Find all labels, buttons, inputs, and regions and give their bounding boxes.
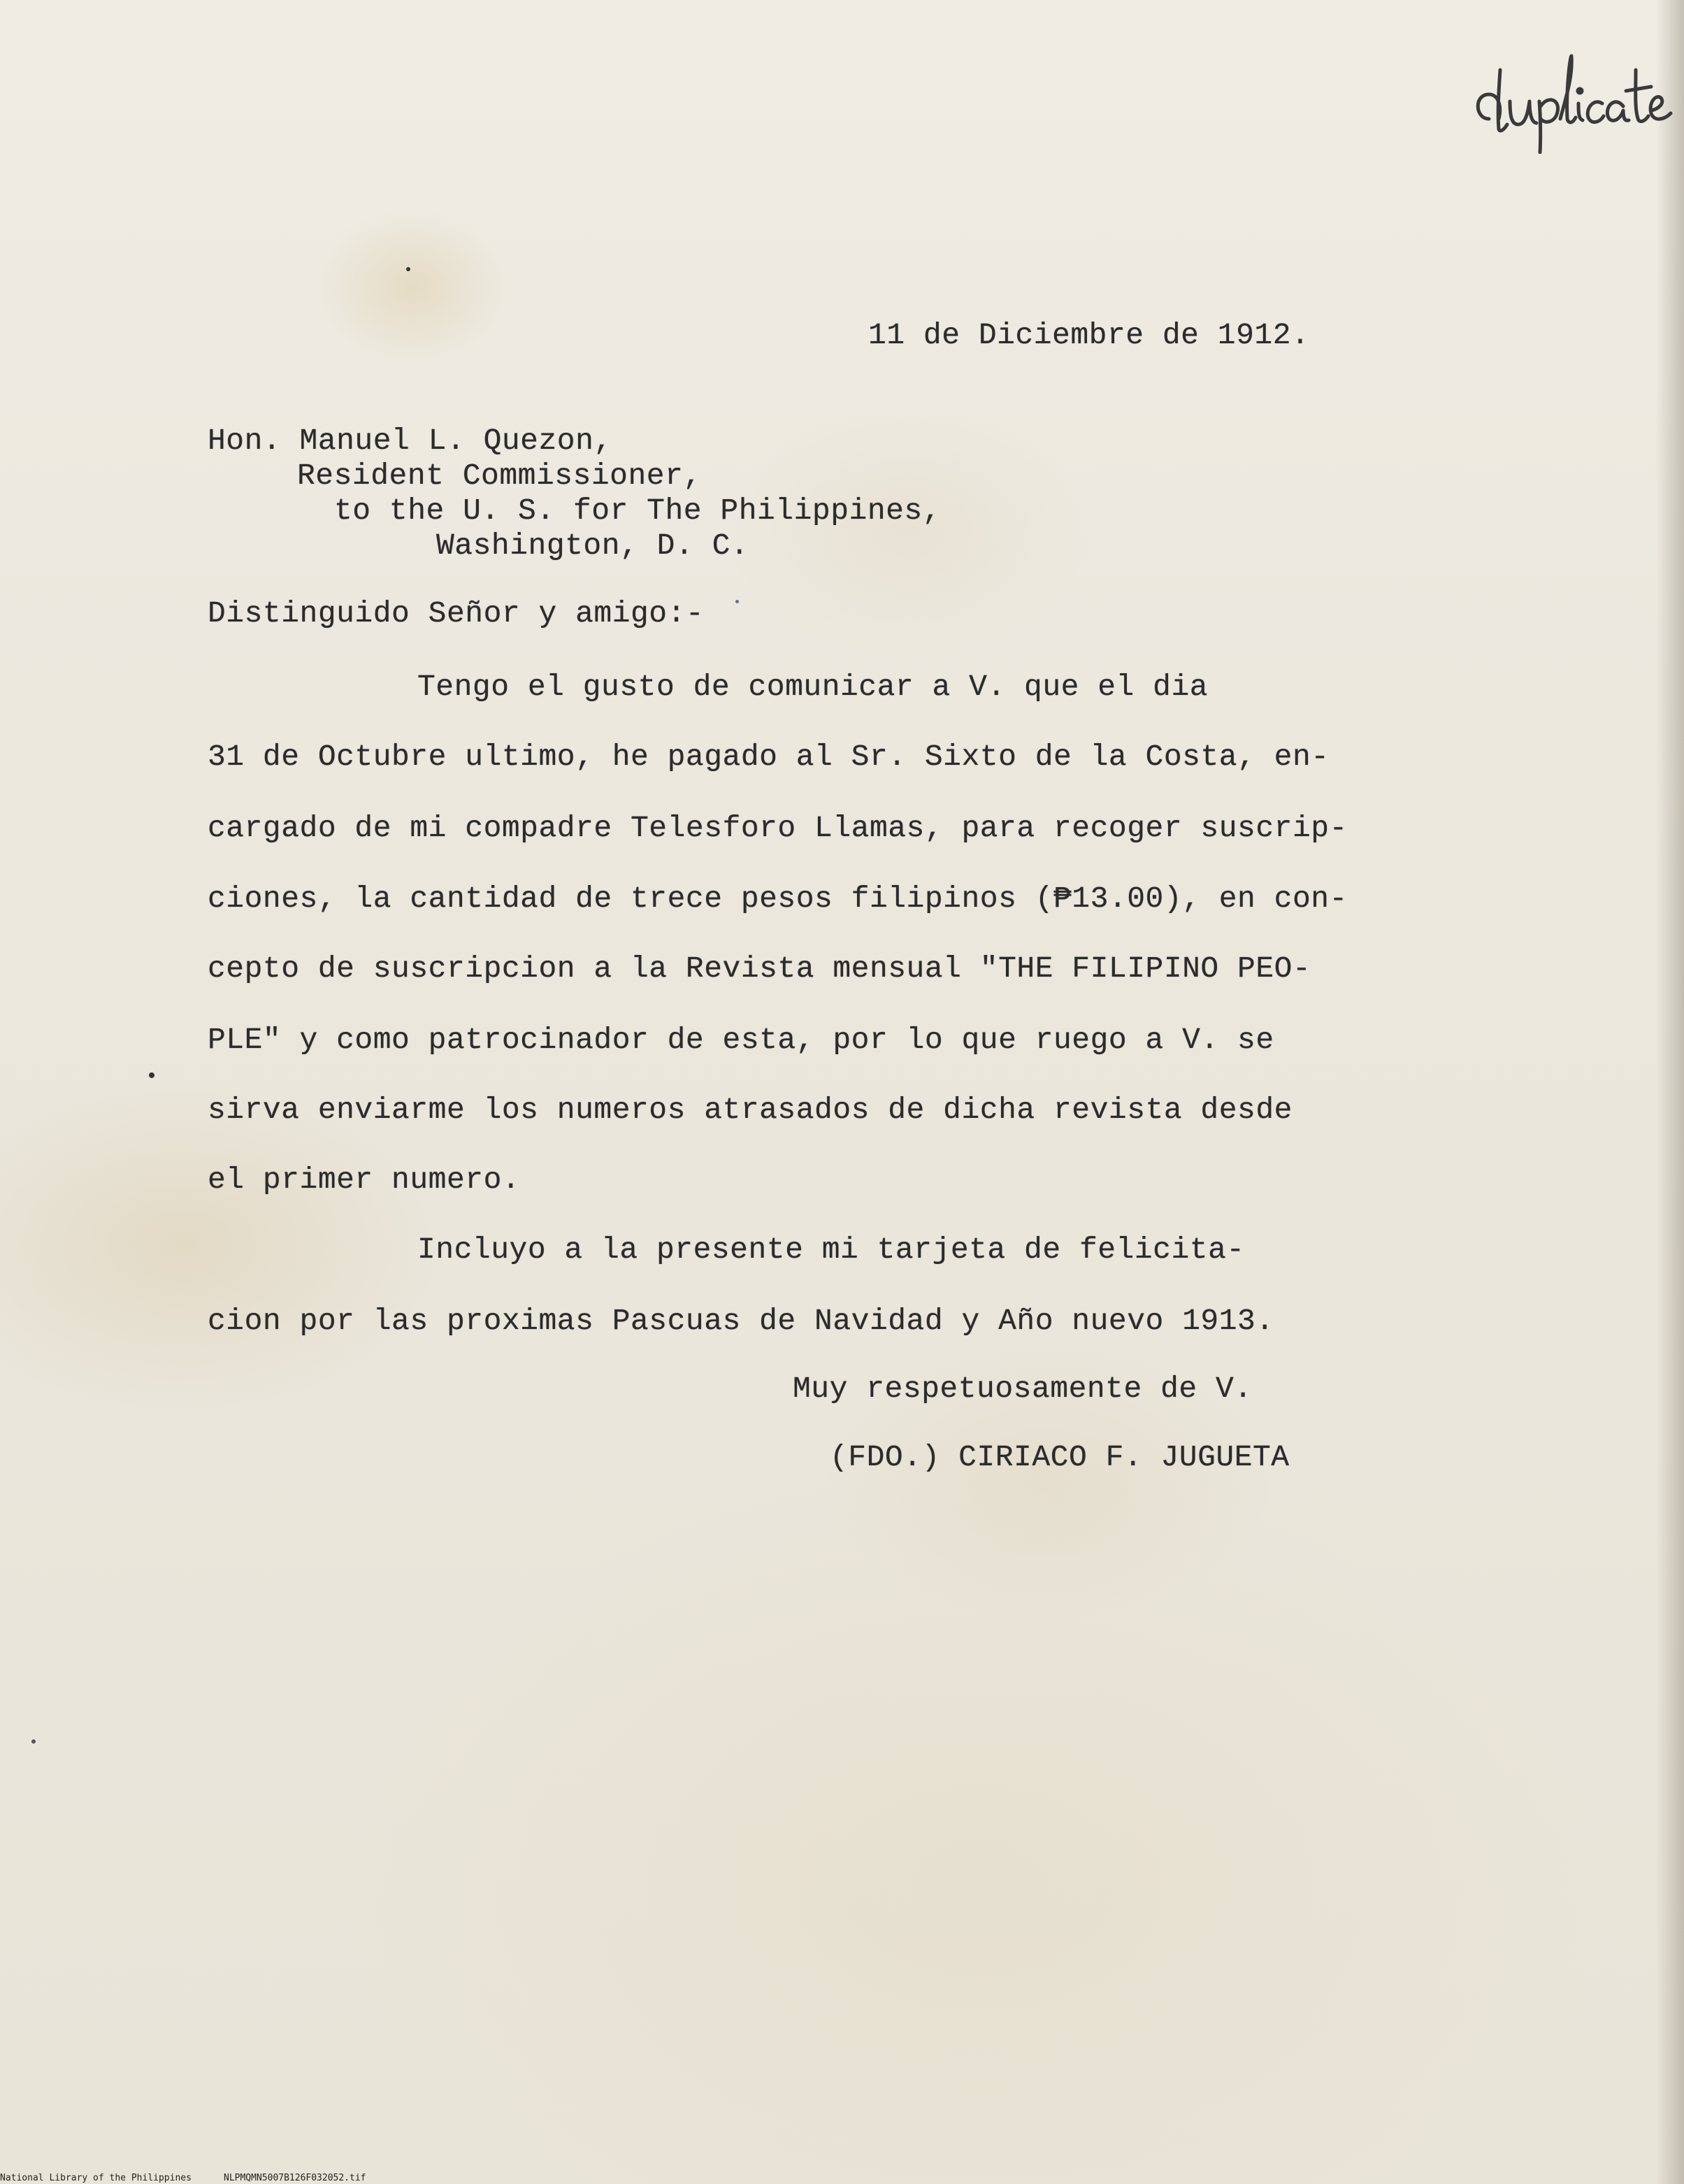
- closing: Muy respetuosamente de V.: [793, 1372, 1253, 1406]
- paper-speck: [149, 1072, 154, 1078]
- body-paragraph-1-line-8: el primer numero.: [208, 1163, 521, 1197]
- body-paragraph-2-line-1: Incluyo a la presente mi tarjeta de felicita-: [417, 1233, 1245, 1267]
- handwritten-annotation: [1468, 28, 1678, 154]
- recipient-line-title: Resident Commissioner,: [297, 459, 702, 493]
- body-paragraph-1-line-7: sirva enviarme los numeros atrasados de dicha revista desde: [208, 1093, 1293, 1127]
- scan-footer-file-id: NLPMQMN5007B126F032052.tif: [224, 2173, 366, 2183]
- salutation: Distinguido Señor y amigo:-: [208, 596, 705, 631]
- recipient-line-city: Washington, D. C.: [436, 529, 749, 563]
- body-paragraph-2-line-2: cion por las proximas Pascuas de Navidad y Año nuevo 1913.: [208, 1304, 1274, 1338]
- signature: (FDO.) CIRIACO F. JUGUETA: [830, 1440, 1290, 1474]
- body-paragraph-1-line-4: ciones, la cantidad de trece pesos filipinos (₱13.00), en con-: [208, 882, 1348, 916]
- paper-speck: [406, 267, 410, 271]
- letter-date: 11 de Diciembre de 1912.: [868, 318, 1310, 352]
- body-paragraph-1-line-2: 31 de Octubre ultimo, he pagado al Sr. Sixto de la Costa, en-: [208, 740, 1330, 774]
- body-paragraph-1-line-3: cargado de mi compadre Telesforo Llamas, para recoger suscrip-: [208, 811, 1348, 845]
- body-paragraph-1-line-1: Tengo el gusto de comunicar a V. que el dia: [417, 670, 1209, 704]
- recipient-line-name: Hon. Manuel L. Quezon,: [208, 424, 612, 458]
- body-paragraph-1-line-5: cepto de suscripcion a la Revista mensual "THE FILIPINO PEO-: [208, 951, 1311, 986]
- body-paragraph-1-line-6: PLE" y como patrocinador de esta, por lo que ruego a V. se: [208, 1023, 1274, 1057]
- paper-speck: [31, 1739, 36, 1744]
- page-edge-shadow: [1656, 0, 1684, 2184]
- paper-speck: [735, 600, 739, 603]
- recipient-line-country: to the U. S. for The Philippines,: [334, 494, 942, 528]
- scan-footer-library: National Library of the Philippines: [0, 2173, 192, 2183]
